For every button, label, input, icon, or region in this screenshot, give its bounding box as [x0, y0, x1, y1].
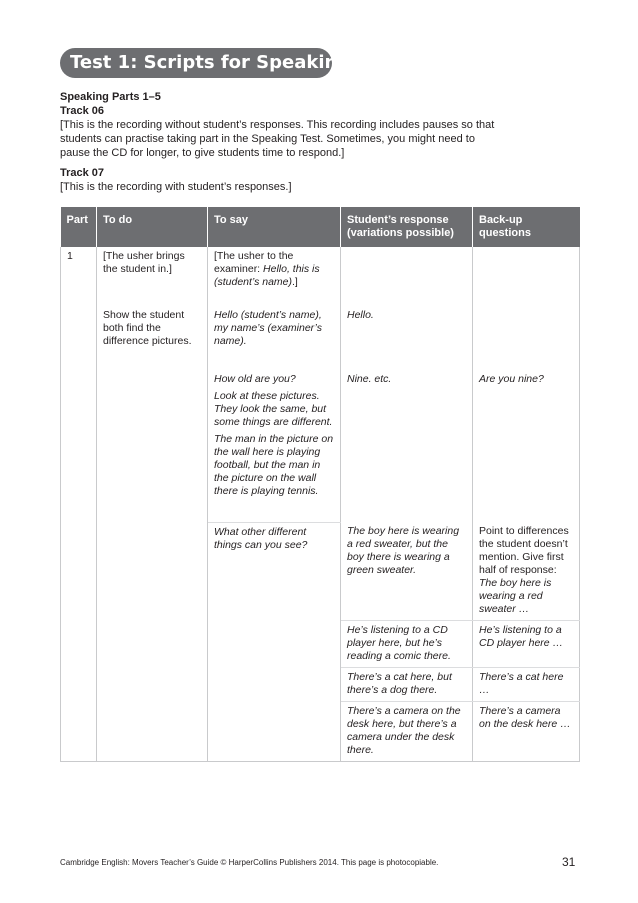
- to-say-cell: Hello (student’s name), my name’s (examiner’s name).: [208, 306, 341, 370]
- track-07-label: Track 07: [60, 167, 105, 179]
- response-cell: There’s a cat here, but there’s a dog there.: [341, 668, 473, 702]
- table-row: [61, 621, 580, 668]
- to-say-cell: How old are you? Look at these pictures. They look the same, but some things are different. The man in the picture on the wall here is playing football, but the man in the picture on the wall there is playing tennis.: [208, 370, 341, 522]
- script-table: [60, 207, 580, 762]
- table-row: [61, 668, 580, 702]
- page-footer: Cambridge English: Movers Teacher’s Guide © HarperCollins Publishers 2014. This page is photocopiable.: [60, 858, 439, 867]
- to-do-cell: Show the student both find the difference pictures.: [97, 306, 208, 370]
- table-header-row: [61, 207, 580, 247]
- backup-cell: He’s listening to a CD player here …: [473, 621, 580, 668]
- to-do-cell: [The usher brings the student in.]: [97, 247, 208, 306]
- part-number: 1: [61, 247, 97, 306]
- backup-cell: There’s a cat here …: [473, 668, 580, 702]
- header-back-up-questions: Back-up questions: [473, 207, 580, 247]
- response-cell: Hello.: [341, 306, 473, 370]
- table-row: [61, 370, 580, 522]
- track-06-label: Track 06: [60, 105, 105, 117]
- track-06-description: [This is the recording without student’s responses. This recording includes pauses so that students can practise taking part in the Speaking Test. Sometimes, you might need to pause the CD for longer, to give students time to respond.]: [60, 119, 495, 159]
- track-07-description: [This is the recording with student’s responses.]: [60, 181, 292, 193]
- table-row: [61, 702, 580, 762]
- to-say-cell: [The usher to the examiner: Hello, this is (student’s name).]: [208, 247, 341, 306]
- response-cell: The boy here is wearing a red sweater, but the boy there is wearing a green sweater.: [341, 522, 473, 621]
- header-part: Part: [61, 207, 97, 247]
- backup-cell: Are you nine?: [473, 370, 580, 522]
- backup-cell: There’s a camera on the desk here …: [473, 702, 580, 762]
- header-student-response: Student’s response (variations possible): [341, 207, 473, 247]
- backup-cell: [473, 306, 580, 370]
- response-cell: Nine. etc.: [341, 370, 473, 522]
- table-row: [61, 247, 580, 306]
- section-heading: Speaking Parts 1–5: [60, 91, 161, 103]
- page-number: 31: [562, 855, 576, 869]
- table-row: [61, 306, 580, 370]
- response-cell: He’s listening to a CD player here, but he’s reading a comic there.: [341, 621, 473, 668]
- response-cell: [341, 247, 473, 306]
- header-to-do: To do: [97, 207, 208, 247]
- backup-cell: [473, 247, 580, 306]
- backup-cell: Point to differences the student doesn’t mention. Give first half of response: The boy here is wearing a red sweater …: [473, 522, 580, 621]
- header-to-say: To say: [208, 207, 341, 247]
- to-say-cell: What other different things can you see?: [208, 522, 341, 621]
- response-cell: There’s a camera on the desk here, but there’s a camera under the desk there.: [341, 702, 473, 762]
- page-title: Test 1: Scripts for Speaking: [60, 48, 332, 78]
- table-row: [61, 522, 580, 621]
